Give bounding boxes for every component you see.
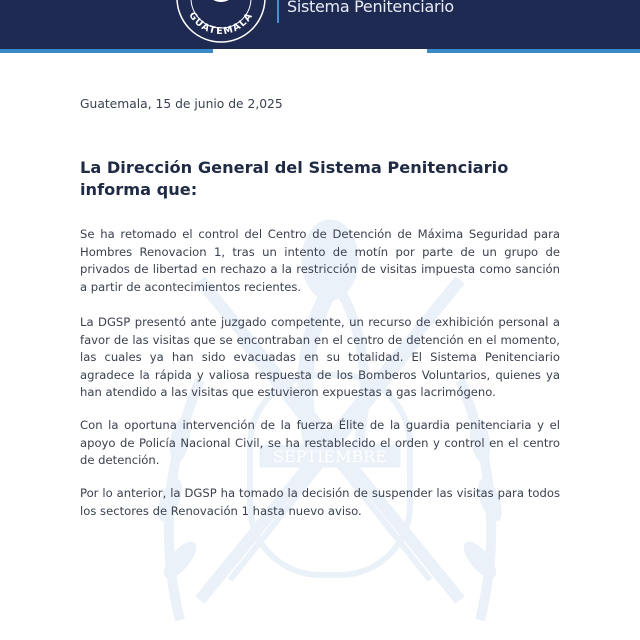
paragraph: Se ha retomado el control del Centro de Detención de Máxima Seguridad para Hombres Renovacion 1, tras un intento de motín por parte de un grupo de privados de libertad en rechazo a la restricción de visitas impuesta como sanción a partir de acontecimientos recientes. [80, 227, 560, 294]
paragraph: Por lo anterior, la DGSP ha tomado la decisión de suspender las visitas para todos los sectores de Renovación 1 hasta nuevo aviso. [80, 486, 560, 518]
header-divider [277, 0, 279, 23]
guatemala-seal-icon [175, 0, 267, 44]
paragraph: La DGSP presentó ante juzgado competente, un recurso de exhibición personal a favor de las visitas que se encontraban en el centro de detención en el momento, las cuales ya han sido evacuadas en su totalidad. El Sistema Penitenciario agradece la rápida y valiosa respuesta de los Bomberos Voluntarios, quienes ya han atendido a las visitas que estuvieron expuestas a gas lacrimógeno. [80, 315, 560, 399]
accent-line-right [427, 49, 640, 53]
svg-text:GUATEMALA [186, 10, 255, 37]
date-line: Guatemala, 15 de junio de 2,025 [80, 97, 283, 111]
organization-name: Sistema Penitenciario [287, 0, 454, 16]
accent-line-left [0, 49, 213, 53]
seal-text: GUATEMALA [186, 10, 256, 38]
paragraph: Con la oportuna intervención de la fuerza Élite de la guardia penitenciaria y el apoyo de Policía Nacional Civil, se ha restablecido el orden y control en el centro de detención. [80, 418, 560, 467]
document-title: La Dirección General del Sistema Penitenciario informa que: [80, 158, 509, 199]
watermark-scroll-text: SEPTIEMBRE [273, 447, 387, 466]
header-banner [0, 0, 640, 49]
